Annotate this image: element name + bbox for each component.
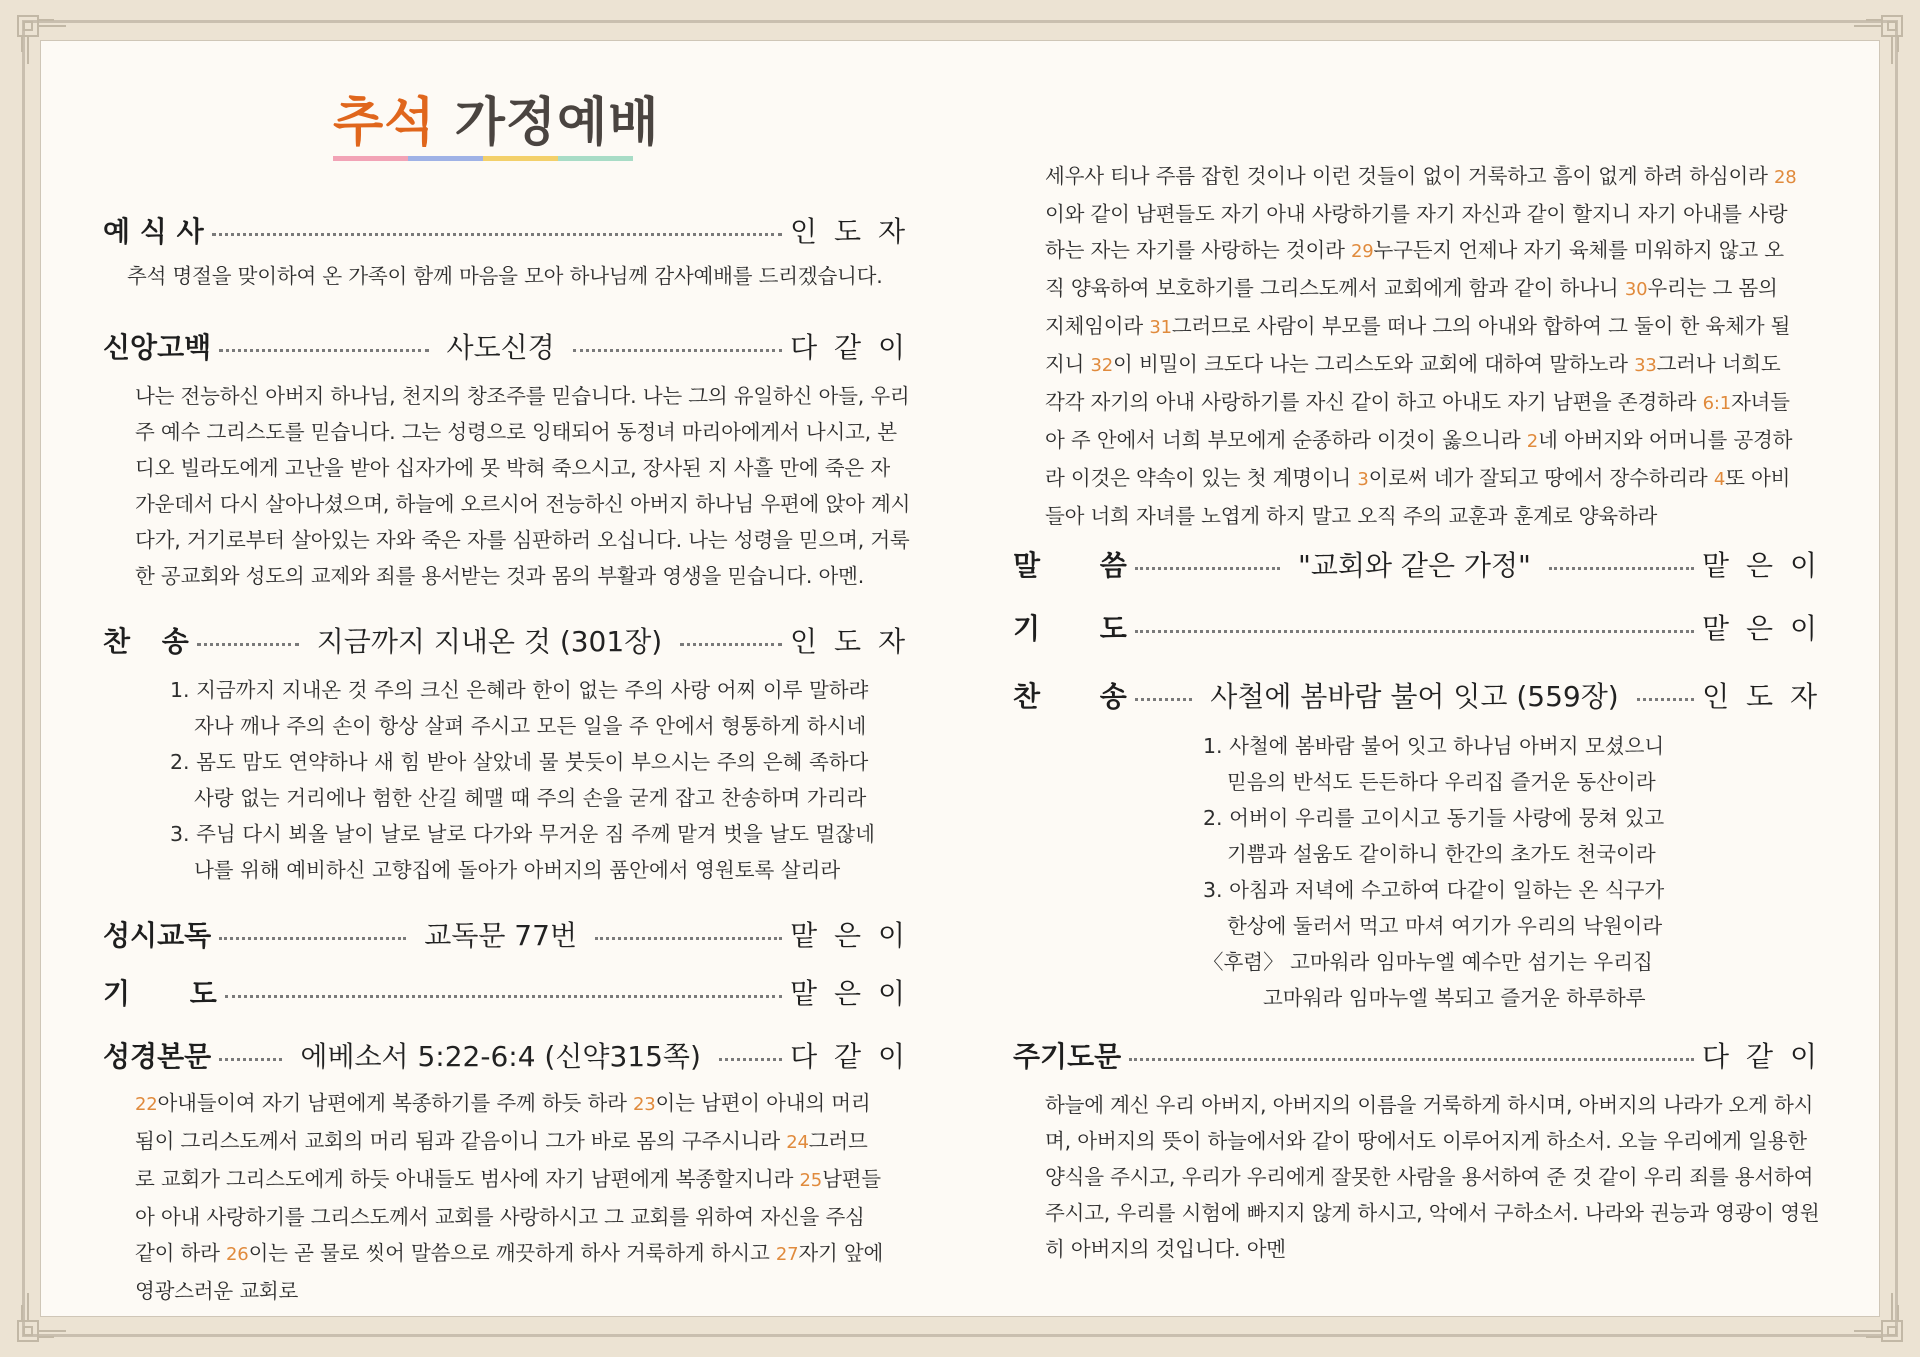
verse-text: 이는 남편이 아내의 머리 됨이 그리스도께서 교회의 머리 됨과 같음이니 그가 바로 몸의 구주시니라 — [135, 1091, 871, 1153]
verse-text: 아내들이여 자기 남편에게 복종하기를 주께 하듯 하라 — [157, 1091, 633, 1115]
verse-number: 6:1 — [1702, 393, 1731, 414]
scripture-paragraph — [1045, 158, 1797, 534]
right-hymn-row — [1013, 675, 1821, 715]
leader-dots — [219, 349, 428, 352]
leader-dots — [1129, 1058, 1694, 1061]
sermon-who: 맡 은 이 — [1702, 549, 1821, 582]
verse-text: 자기 앞에 영광스러운 교회로 — [135, 1241, 884, 1303]
title-bar-pink — [333, 156, 408, 161]
title-bar-blue — [408, 156, 483, 161]
scripture-continued-text — [1045, 158, 1797, 534]
verse-number: 25 — [799, 1170, 823, 1191]
sermon-label: 말 씀 — [1013, 549, 1127, 582]
right-prayer-row — [1013, 607, 1821, 647]
leader-dots — [212, 233, 782, 236]
leader-dots — [1549, 567, 1694, 570]
right-hymn-lyrics: 1. 사철에 봄바람 불어 잇고 하나님 아버지 모셨으니 믿음의 반석도 든든하다 우리집 즐거운 동산이라 2. 어버이 우리를 고이시고 동기들 사랑에 뭉쳐 있고 기쁨과 설움도 같이하니 한간의 초가도 천국이라 3. 아침과 저녁에 수고하여 다같이 일하는 온 식구가 한상에 둘러서 먹고 마셔 여기가 우리의 낙원이라 〈후렴〉 고마워라 임마누엘 예수만 섬기는 우리집 고마워라 임마누엘 복되고 즐거운 하루하루 — [1203, 734, 1665, 1010]
reading-label: 성시교독 — [103, 919, 212, 952]
verse-number: 22 — [135, 1094, 158, 1115]
verse-text: 자녀들아 주 안에서 너희 부모에게 순종하라 이것이 옳으니라 — [1045, 390, 1790, 452]
title-part1: 추석 — [333, 93, 436, 153]
hymn-who: 인 도 자 — [790, 625, 909, 658]
right-hymn-label: 찬 송 — [1013, 680, 1127, 713]
verse-number: 29 — [1351, 241, 1374, 262]
verse-number: 33 — [1634, 355, 1657, 376]
prayer-who: 맡 은 이 — [790, 977, 909, 1010]
verse-text: 또 아비들아 너희 자녀를 노엽게 하지 말고 오직 주의 교훈과 훈계로 양육하라 — [1045, 466, 1791, 528]
verse-number: 27 — [775, 1244, 799, 1265]
verse-text: 남편들아 아내 사랑하기를 그리스도께서 교회를 사랑하시고 그 교회를 위하여 자신을 주심 같이 하라 — [135, 1167, 881, 1265]
title-color-bar — [333, 156, 633, 161]
right-prayer-label: 기 도 — [1013, 612, 1127, 645]
scripture-who: 다 같 이 — [790, 1040, 910, 1073]
creed-text: 나는 전능하신 아버지 하나님, 천지의 창조주를 믿습니다. 나는 그의 유일하신 아들, 우리 주 예수 그리스도를 믿습니다. 그는 성령으로 잉태되어 동정녀 마리아에게서 나시고, 본 디오 빌라도에게 고난을 받아 십자가에 못 박혀 죽으시고, 장사된 지 사흘 만에 죽은 자 가운데서 다시 살아나셨으며, 하늘에 오르시어 전능하신 아버지 하나님 우편에 앉아 계시 다가, 거기로부터 살아있는 자와 죽은 자를 심판하러 오십니다. 나는 성령을 믿으며, 거룩 한 공교회와 성도의 교제와 죄를 용서받는 것과 몸의 부활과 영생을 믿습니다. 아멘. — [135, 384, 911, 588]
lords-prayer-text: 하늘에 계신 우리 아버지, 아버지의 이름을 거룩하게 하시며, 아버지의 나라가 오게 하시 며, 아버지의 뜻이 하늘에서와 같이 땅에서도 이루어지게 하소서. 오늘 우리에게 일용한 양식을 주시고, 우리가 우리에게 잘못한 사람을 용서하여 준 것 같이 우리 죄를 용서하여 주시고, 우리를 시험에 빠지지 않게 하시고, 악에서 구하소서. 나라와 권능과 영광이 영원 히 아버지의 것입니다. 아멘 — [1045, 1093, 1820, 1261]
title-part2: 가정예배 — [454, 93, 660, 153]
right-hymn-who: 인 도 자 — [1702, 680, 1822, 713]
creed-who: 다 같 이 — [790, 331, 910, 364]
scripture-paragraph — [135, 1085, 885, 1309]
reading-title: 교독문 77번 — [424, 919, 577, 952]
sermon-title: "교회와 같은 가정" — [1298, 549, 1531, 582]
lords-prayer-row — [1013, 1035, 1821, 1075]
scripture-label: 성경본문 — [103, 1040, 212, 1073]
sermon-row — [1013, 544, 1821, 584]
verse-number: 2 — [1526, 431, 1539, 452]
lords-prayer-label: 주기도문 — [1013, 1040, 1122, 1073]
creed-title: 사도신경 — [446, 331, 555, 364]
verse-number: 32 — [1090, 355, 1114, 376]
corner-ornament-icon — [1850, 1289, 1906, 1345]
leader-dots — [1637, 698, 1694, 701]
leader-dots — [1135, 698, 1192, 701]
creed-label: 신앙고백 — [103, 331, 212, 364]
opening-who: 인 도 자 — [790, 215, 909, 248]
leader-dots — [219, 937, 406, 940]
verse-number: 31 — [1149, 317, 1172, 338]
verse-number: 30 — [1624, 279, 1648, 300]
verse-number: 28 — [1774, 167, 1797, 188]
scripture-row — [103, 1035, 909, 1075]
right-hymn-title: 사철에 봄바람 불어 잇고 (559장) — [1210, 680, 1619, 713]
verse-text: 네 아버지와 어머니를 공경하라 이것은 약속이 있는 첫 계명이니 — [1045, 428, 1793, 490]
corner-ornament-icon — [1850, 12, 1906, 68]
corner-ornament-icon — [14, 12, 70, 68]
hymn-row — [103, 620, 909, 660]
prayer-label: 기 도 — [103, 977, 217, 1010]
verse-number: 26 — [226, 1244, 249, 1265]
leader-dots — [1135, 630, 1694, 633]
verse-text: 세우사 티나 주름 잡힌 것이나 이런 것들이 없이 거룩하고 흠이 없게 하려 하심이라 — [1045, 164, 1775, 188]
scripture-title: 에베소서 5:22-6:4 (신약315쪽) — [300, 1040, 701, 1073]
leader-dots — [719, 1058, 782, 1061]
right-prayer-who: 맡 은 이 — [1702, 612, 1821, 645]
title-bar-yellow — [483, 156, 558, 161]
verse-text: 이 비밀이 크도다 나는 그리스도와 교회에 대하여 말하노라 — [1113, 352, 1635, 376]
corner-ornament-icon — [14, 1289, 70, 1345]
leader-dots — [573, 349, 782, 352]
leader-dots — [219, 1058, 282, 1061]
opening-label: 예 식 사 — [103, 215, 204, 248]
verse-number: 4 — [1713, 469, 1726, 490]
leader-dots — [680, 643, 782, 646]
creed-row — [103, 326, 909, 366]
prayer-row — [103, 972, 909, 1012]
leader-dots — [1135, 567, 1280, 570]
verse-number: 24 — [786, 1132, 809, 1153]
title-bar-mint — [558, 156, 633, 161]
leader-dots — [225, 995, 782, 998]
verse-text: 우리는 그 몸의 지체임이라 — [1045, 276, 1778, 338]
page-title — [333, 92, 660, 154]
reading-who: 맡 은 이 — [790, 919, 910, 952]
leader-dots — [595, 937, 782, 940]
verse-text: 그러므로 사람이 부모를 떠나 그의 아내와 합하여 그 둘이 한 육체가 될지니 — [1045, 314, 1791, 376]
verse-text: 그러므로 교회가 그리스도에게 하듯 아내들도 범사에 자기 남편에게 복종할지니라 — [135, 1129, 868, 1191]
verse-text: 이로써 네가 잘되고 땅에서 장수하리라 — [1368, 466, 1714, 490]
verse-number: 3 — [1357, 469, 1369, 490]
opening-row — [103, 210, 909, 250]
hymn-lyrics: 1. 지금까지 지내온 것 주의 크신 은혜라 한이 없는 주의 사랑 어찌 이루 말하랴 자나 깨나 주의 손이 항상 살펴 주시고 모든 일을 주 안에서 형통하게 하시네 2. 몸도 맘도 연약하나 새 힘 받아 살았네 물 붓듯이 부으시는 주의 은혜 족하다 사랑 없는 거리에나 험한 산길 헤맬 때 주의 손을 굳게 잡고 찬송하며 가리라 3. 주님 다시 뵈올 날이 날로 날로 다가와 무거운 짐 주께 맡겨 벗을 날도 멀잖네 나를 위해 예비하신 고향집에 돌아가 아버지의 품안에서 영원토록 살리라 — [170, 678, 875, 882]
verse-text: 이와 같이 남편들도 자기 아내 사랑하기를 자기 자신과 같이 할지니 자기 아내를 사랑하는 자는 자기를 사랑하는 것이라 — [1045, 202, 1788, 262]
lords-prayer-who: 다 같 이 — [1702, 1040, 1821, 1073]
scripture-text — [135, 1085, 885, 1309]
hymn-label: 찬 송 — [103, 625, 189, 658]
leader-dots — [197, 643, 299, 646]
verse-text: 이는 곧 물로 씻어 말씀으로 깨끗하게 하사 거룩하게 하시고 — [248, 1241, 776, 1265]
hymn-title: 지금까지 지내온 것 (301장) — [316, 625, 663, 658]
reading-row — [103, 914, 909, 954]
verse-number: 23 — [633, 1094, 656, 1115]
verse-text: 그러나 너희도 각각 자기의 아내 사랑하기를 자신 같이 하고 아내도 자기 남편을 존경하라 — [1045, 352, 1781, 414]
verse-text: 누구든지 언제나 자기 육체를 미워하지 않고 오직 양육하여 보호하기를 그리스도께서 교회에게 함과 같이 하나니 — [1045, 238, 1784, 300]
opening-text: 추석 명절을 맞이하여 온 가족이 함께 마음을 모아 하나님께 감사예배를 드리겠습니다. — [127, 264, 883, 288]
